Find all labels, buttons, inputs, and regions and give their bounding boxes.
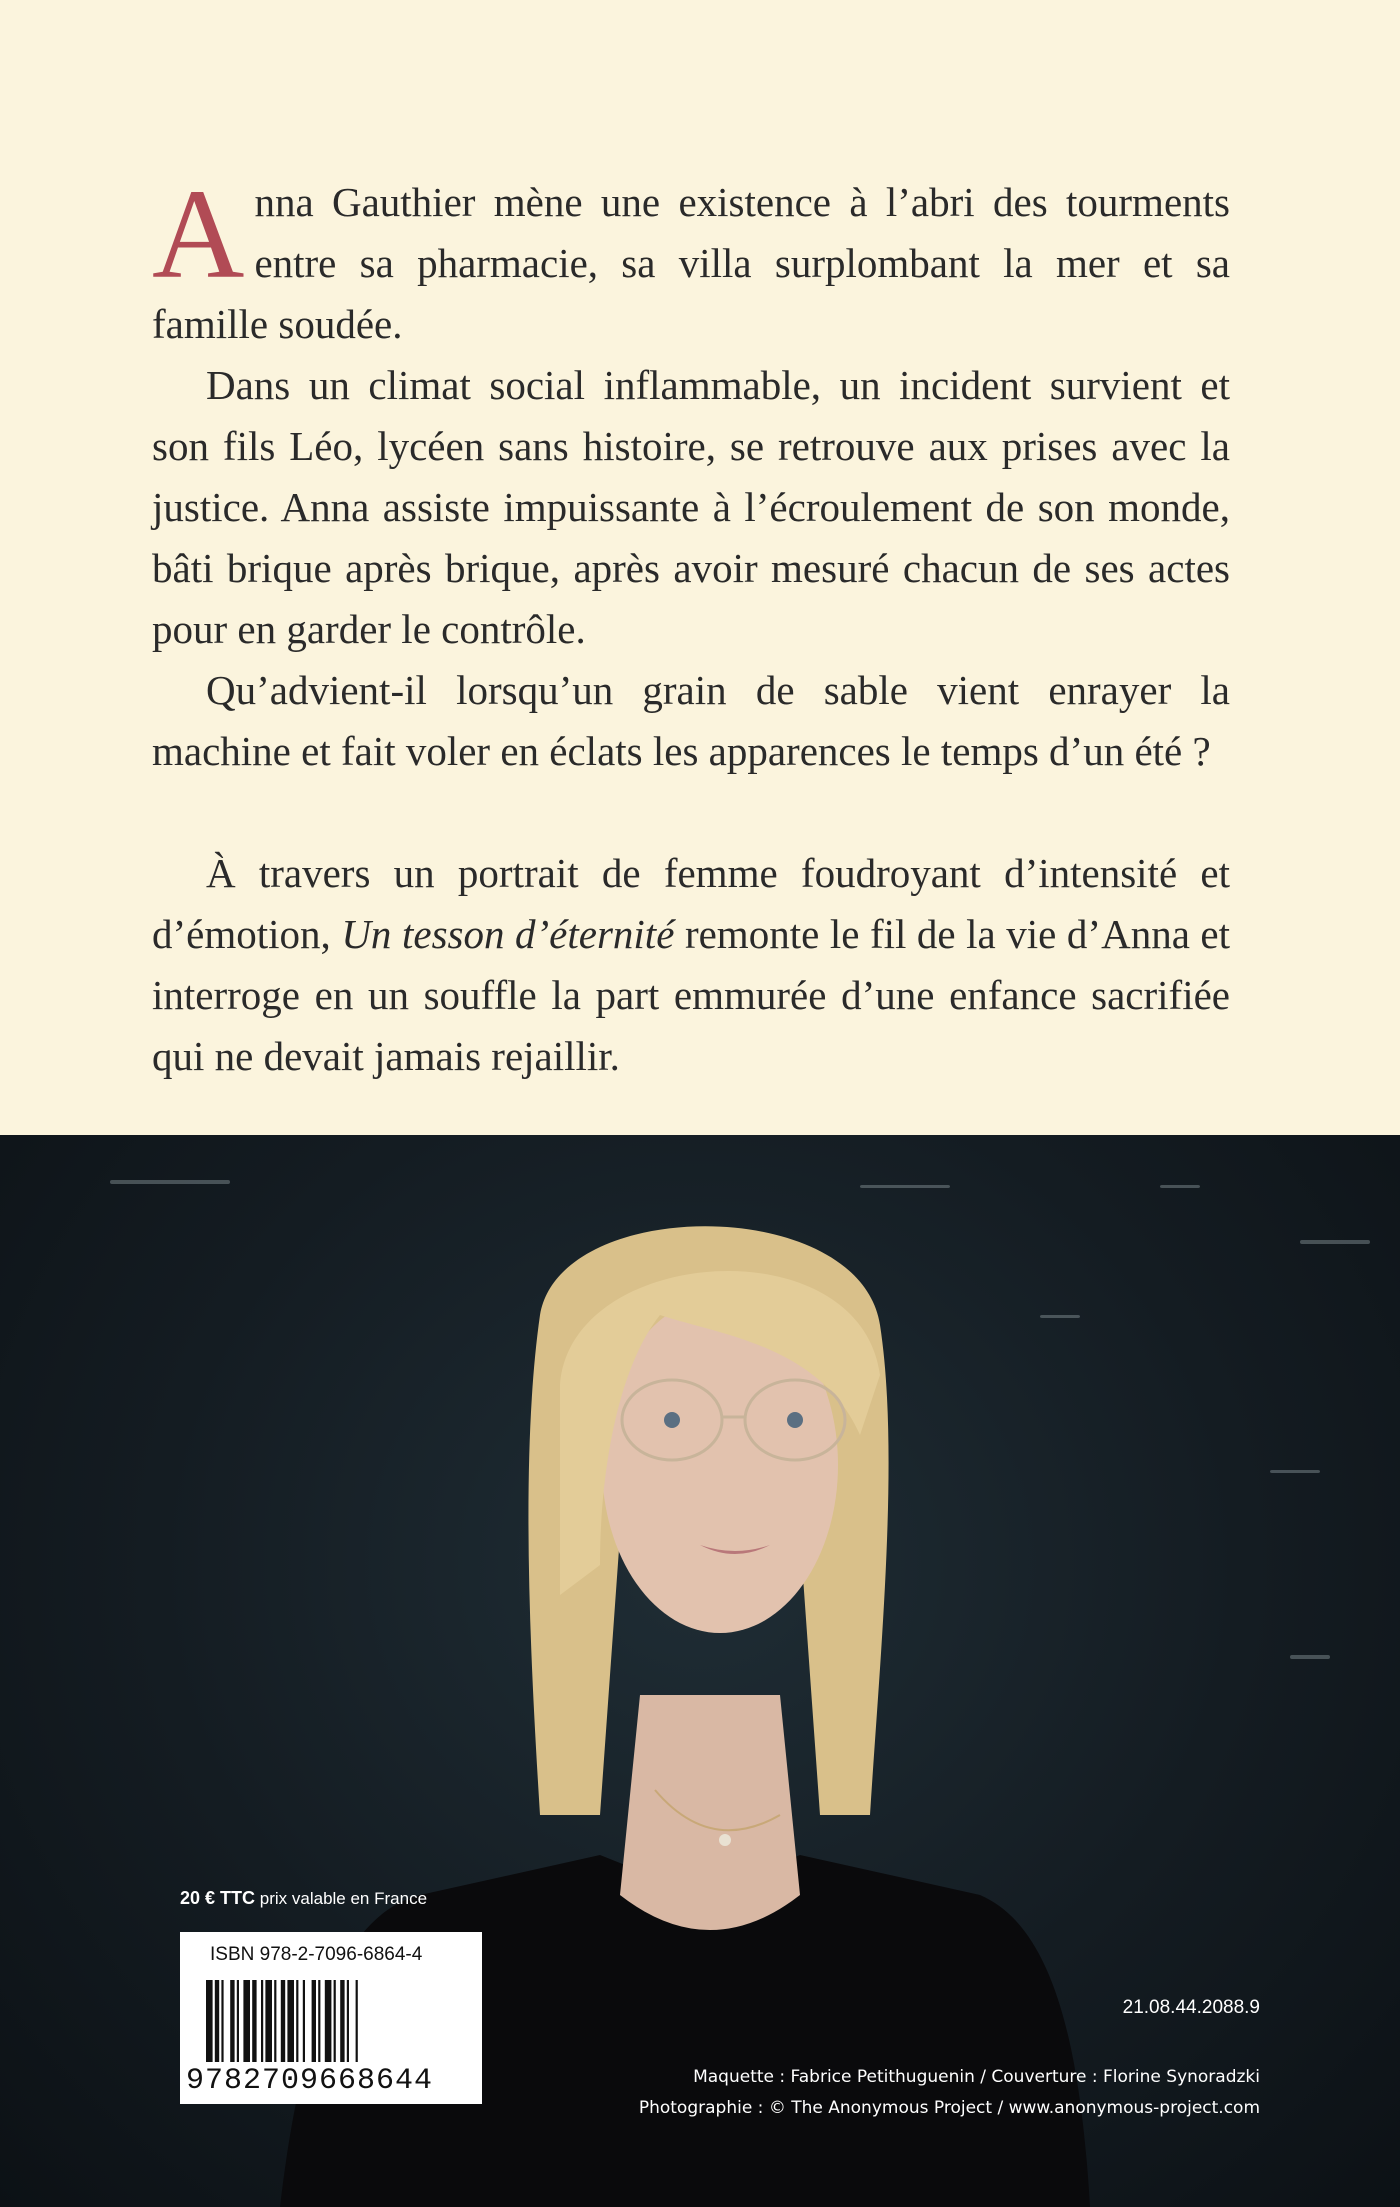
barcode-bar (261, 1980, 263, 2062)
barcode-icon (206, 1980, 456, 2062)
credits (639, 2062, 1260, 2124)
barcode-bar (221, 1980, 223, 2062)
blurb-paragraph-2: Dans un climat social inflammable, un incident survient et son fils Léo, lycéen sans histoire, se retrouve aux prises avec la justice. Anna assiste impuissante à l’écroulement de son monde, bâti brique après brique, après avoir mesuré chacun de ses actes pour en garder le contrôle. (152, 362, 1230, 652)
back-cover-blurb (152, 163, 1231, 1087)
credits-line-2: Photographie : © The Anonymous Project / www.anonymous-project.com (638, 2098, 1260, 2118)
barcode-bar (356, 1980, 358, 2062)
barcode-bar (334, 1980, 336, 2062)
price-label (180, 1888, 427, 1909)
barcode-bar (340, 1980, 344, 2062)
barcode-bar (287, 1980, 294, 2062)
book-title-italic: Un tesson d’éternité (341, 911, 675, 957)
barcode-box (180, 1932, 482, 2104)
barcode-bar (274, 1980, 276, 2062)
barcode-bar (312, 1980, 316, 2062)
blurb-paragraph-1-text: nna Gauthier mène une existence à l’abri des tourments entre sa pharmacie, sa villa surplombant la mer et sa famille soudée. (152, 179, 1230, 347)
barcode-bar (265, 1980, 272, 2062)
barcode-bar (230, 1980, 234, 2062)
barcode-bar (325, 1980, 332, 2062)
internal-code: 21.08.44.2088.9 (1122, 1997, 1260, 2018)
barcode-bar (206, 1980, 213, 2062)
credits-line-1: Maquette : Fabrice Petithuguenin / Couverture : Florine Synoradzki (693, 2067, 1260, 2087)
barcode-bar (303, 1980, 305, 2062)
price-amount: 20 € TTC (180, 1888, 256, 1908)
blurb-paragraph-1 (152, 163, 1230, 355)
barcode-bar (296, 1980, 298, 2062)
barcode-bar (318, 1980, 320, 2062)
barcode-bar (252, 1980, 256, 2062)
price-note: prix valable en France (259, 1889, 428, 1908)
barcode-bar (215, 1980, 219, 2062)
blurb-paragraph-4-end: remonte le fil de la vie d’Anna et interroge en un souffle la part emmurée d’une enfance sacrifiée qui ne devait jamais rejaillir. (152, 911, 1231, 1079)
isbn-number: ISBN 978-2-7096-6864-4 (210, 1944, 423, 1965)
barcode-bar (237, 1980, 239, 2062)
drop-cap: A (152, 163, 245, 305)
blurb-paragraph-4-start: À travers un portrait de femme foudroyant d’intensité et d’émotion, (152, 850, 1230, 957)
barcode-bar (243, 1980, 250, 2062)
barcode-bar (347, 1980, 349, 2062)
barcode-bar (281, 1980, 285, 2062)
blurb-paragraph-3: Qu’advient-il lorsqu’un grain de sable vient enrayer la machine et fait voler en éclats les apparences le temps d’un été ? (152, 667, 1230, 774)
blurb-paragraph-4 (152, 843, 1230, 1087)
ean-number: 9782709668644 (186, 2064, 434, 2098)
